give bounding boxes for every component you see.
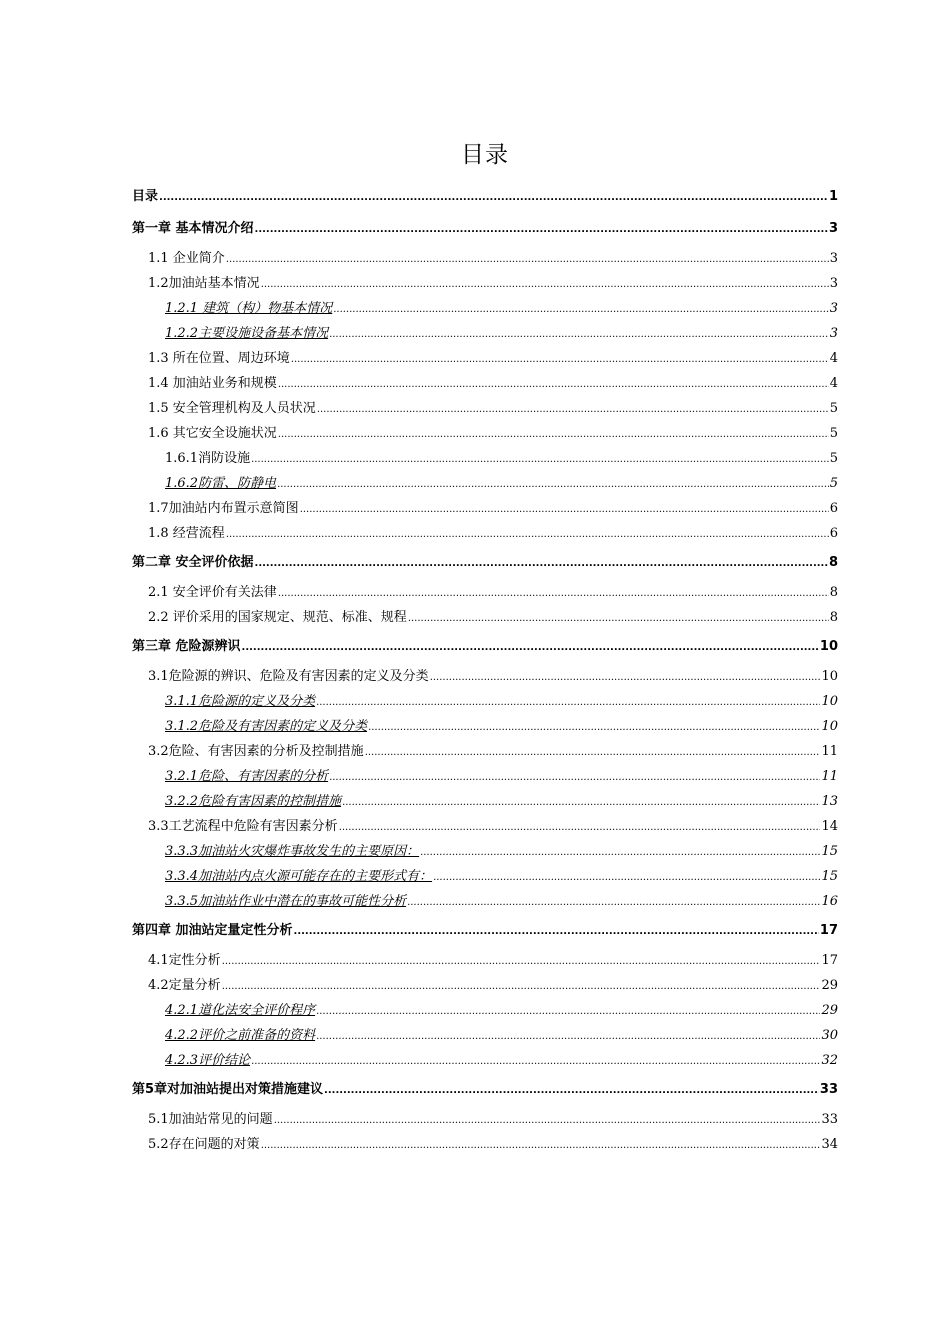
toc-leader-dots — [255, 547, 828, 581]
toc-page-number: 10 — [821, 694, 838, 709]
toc-entry[interactable] — [132, 889, 838, 914]
toc-entry-label: 1.2加油站基本情况 — [148, 276, 260, 291]
toc-page-number: 29 — [821, 978, 838, 993]
toc-entry[interactable] — [132, 396, 838, 421]
toc-leader-dots — [278, 581, 829, 606]
toc-page-number: 5 — [829, 426, 838, 441]
toc-page-number: 3 — [829, 301, 838, 316]
toc-entry-label: 目录 — [132, 189, 159, 204]
toc-entry[interactable] — [132, 689, 838, 714]
toc-entry-label: 2.2 评价采用的国家规定、规范、标准、规程 — [148, 610, 407, 625]
toc-leader-dots — [300, 497, 829, 522]
toc-chapter-entry[interactable] — [132, 546, 838, 580]
toc-leader-dots — [278, 422, 829, 447]
toc-page-number: 33 — [819, 1082, 838, 1097]
toc-leader-dots — [333, 297, 829, 322]
toc-entry-label: 4.2.3评价结论 — [165, 1053, 251, 1068]
toc-entry-label: 1.6.1消防设施 — [165, 451, 251, 466]
toc-leader-dots — [316, 999, 820, 1024]
toc-entry[interactable] — [132, 496, 838, 521]
toc-page-number: 29 — [821, 1003, 838, 1018]
toc-page-number: 16 — [821, 894, 838, 909]
page-title: 目录 — [461, 142, 509, 168]
toc-page-number: 3 — [829, 276, 838, 291]
toc-entry[interactable] — [132, 739, 838, 764]
toc-leader-dots — [291, 347, 829, 372]
toc-entry-label: 3.3.5加油站作业中潜在的事故可能性分析 — [165, 894, 407, 909]
toc-leader-dots — [316, 690, 820, 715]
toc-leader-dots — [222, 974, 821, 999]
toc-entry-label: 3.1.2危险及有害因素的定义及分类 — [165, 719, 368, 734]
toc-entry[interactable] — [132, 664, 838, 689]
toc-leader-dots — [420, 840, 820, 865]
toc-entry[interactable] — [132, 764, 838, 789]
toc-entry[interactable] — [132, 1107, 838, 1132]
toc-page-number: 17 — [819, 923, 838, 938]
toc-entry-label: 3.1.1危险源的定义及分类 — [165, 694, 316, 709]
toc-leader-dots — [342, 790, 820, 815]
toc-page-number: 6 — [829, 501, 838, 516]
toc-leader-dots — [407, 890, 820, 915]
table-of-contents — [132, 186, 838, 1157]
toc-page-number: 11 — [821, 744, 838, 759]
toc-entry-label: 2.1 安全评价有关法律 — [148, 585, 277, 600]
toc-leader-dots — [277, 472, 829, 497]
toc-page-number: 6 — [829, 526, 838, 541]
toc-entry[interactable] — [132, 296, 838, 321]
toc-entry-label: 3.3.4加油站内点火源可能存在的主要形式有： — [165, 869, 433, 884]
toc-leader-dots — [278, 372, 829, 397]
toc-leader-dots — [222, 949, 821, 974]
toc-leader-dots — [339, 815, 821, 840]
toc-entry[interactable] — [132, 446, 838, 471]
toc-entry-label: 第四章 加油站定量定性分析 — [132, 923, 293, 938]
toc-page-number: 8 — [828, 555, 838, 570]
toc-page-number: 1 — [828, 189, 838, 204]
toc-page-number: 15 — [821, 869, 838, 884]
toc-entry-label: 1.2.2主要设施设备基本情况 — [165, 326, 329, 341]
toc-entry-label: 1.1 企业简介 — [148, 251, 225, 266]
toc-page-number: 10 — [819, 639, 838, 654]
toc-entry-label: 3.1危险源的辨识、危险及有害因素的定义及分类 — [148, 669, 429, 684]
toc-entry[interactable] — [132, 421, 838, 446]
toc-entry-label: 1.8 经营流程 — [148, 526, 225, 541]
toc-entry[interactable] — [132, 246, 838, 271]
toc-leader-dots — [251, 447, 829, 472]
toc-leader-dots — [316, 1024, 820, 1049]
toc-entry-label: 3.2危险、有害因素的分析及控制措施 — [148, 744, 364, 759]
toc-entry-label: 3.2.2危险有害因素的控制措施 — [165, 794, 342, 809]
toc-page-number: 10 — [821, 719, 838, 734]
toc-entry-label: 4.2.1道化法安全评价程序 — [165, 1003, 316, 1018]
toc-entry-label: 1.3 所在位置、周边环境 — [148, 351, 290, 366]
toc-entry-label: 3.3工艺流程中危险有害因素分析 — [148, 819, 338, 834]
toc-leader-dots — [294, 915, 819, 949]
toc-leader-dots — [329, 322, 829, 347]
toc-page-number: 11 — [821, 769, 838, 784]
toc-leader-dots — [261, 1133, 821, 1158]
toc-leader-dots — [430, 665, 821, 690]
toc-page-number: 5 — [829, 401, 838, 416]
toc-page-number: 3 — [828, 221, 838, 236]
toc-page-number: 33 — [821, 1112, 838, 1127]
toc-entry[interactable] — [132, 814, 838, 839]
toc-entry[interactable] — [132, 1048, 838, 1073]
toc-leader-dots — [433, 865, 820, 890]
toc-leader-dots — [329, 765, 820, 790]
toc-entry-label: 1.7加油站内布置示意简图 — [148, 501, 299, 516]
toc-entry[interactable] — [132, 346, 838, 371]
toc-page-number: 8 — [829, 610, 838, 625]
toc-page-number: 10 — [821, 669, 838, 684]
toc-chapter-entry[interactable] — [132, 630, 838, 664]
toc-page-number: 30 — [821, 1028, 838, 1043]
toc-entry-label: 3.3.3加油站火灾爆炸事故发生的主要原因： — [165, 844, 420, 859]
toc-leader-dots — [226, 522, 829, 547]
toc-entry[interactable] — [132, 580, 838, 605]
toc-entry[interactable] — [132, 371, 838, 396]
toc-leader-dots — [324, 1074, 819, 1108]
toc-chapter-entry[interactable] — [132, 1073, 838, 1107]
toc-leader-dots — [226, 247, 829, 272]
toc-entry[interactable] — [132, 714, 838, 739]
toc-entry-label: 1.6 其它安全设施状况 — [148, 426, 277, 441]
toc-leader-dots — [251, 1049, 820, 1074]
toc-chapter-entry[interactable] — [132, 914, 838, 948]
toc-entry[interactable] — [132, 839, 838, 864]
toc-entry[interactable] — [132, 789, 838, 814]
toc-page-number: 5 — [829, 451, 838, 466]
toc-leader-dots — [368, 715, 820, 740]
toc-entry-label: 第一章 基本情况介绍 — [132, 221, 254, 236]
toc-entry-label: 3.2.1危险、有害因素的分析 — [165, 769, 329, 784]
toc-entry-label: 4.2定量分析 — [148, 978, 221, 993]
toc-entry[interactable] — [132, 605, 838, 630]
toc-entry-label: 4.2.2评价之前准备的资料 — [165, 1028, 316, 1043]
toc-entry[interactable] — [132, 321, 838, 346]
toc-page-number: 17 — [821, 953, 838, 968]
toc-page-number: 4 — [829, 351, 838, 366]
toc-entry[interactable] — [132, 864, 838, 889]
toc-leader-dots — [365, 740, 821, 765]
toc-page-number: 3 — [829, 251, 838, 266]
toc-page-number: 15 — [821, 844, 838, 859]
toc-entry-label: 1.4 加油站业务和规模 — [148, 376, 277, 391]
toc-leader-dots — [408, 606, 829, 631]
toc-page-number: 4 — [829, 376, 838, 391]
toc-entry-label: 第三章 危险源辨识 — [132, 639, 241, 654]
toc-page-number: 3 — [829, 326, 838, 341]
toc-entry-label: 第二章 安全评价依据 — [132, 555, 254, 570]
toc-leader-dots — [159, 187, 828, 209]
toc-entry-label: 1.6.2防雷、防静电 — [165, 476, 277, 491]
toc-page-number: 5 — [829, 476, 838, 491]
toc-entry-label: 1.5 安全管理机构及人员状况 — [148, 401, 316, 416]
toc-entry-label: 1.2.1 建筑（构）物基本情况 — [165, 301, 333, 316]
toc-page-number: 8 — [829, 585, 838, 600]
toc-leader-dots — [274, 1108, 821, 1133]
toc-entry-label: 第5章对加油站提出对策措施建议 — [132, 1082, 324, 1097]
toc-entry[interactable] — [132, 1132, 838, 1157]
toc-entry-label: 5.2存在问题的对策 — [148, 1137, 260, 1152]
toc-entry[interactable] — [132, 948, 838, 973]
toc-chapter-entry[interactable] — [132, 212, 838, 246]
toc-page-number: 13 — [821, 794, 838, 809]
toc-page-number: 32 — [821, 1053, 838, 1068]
toc-entry-label: 5.1加油站常见的问题 — [148, 1112, 273, 1127]
toc-entry[interactable] — [132, 998, 838, 1023]
toc-leader-dots — [261, 272, 829, 297]
toc-page-number: 34 — [821, 1137, 838, 1152]
toc-entry[interactable] — [132, 471, 838, 496]
toc-entry[interactable] — [132, 521, 838, 546]
toc-chapter-entry[interactable] — [132, 186, 838, 208]
toc-entry[interactable] — [132, 271, 838, 296]
toc-leader-dots — [255, 213, 828, 247]
toc-entry[interactable] — [132, 1023, 838, 1048]
toc-entry-label: 4.1定性分析 — [148, 953, 221, 968]
toc-leader-dots — [242, 631, 819, 665]
toc-page-number: 14 — [821, 819, 838, 834]
toc-leader-dots — [317, 397, 829, 422]
toc-entry[interactable] — [132, 973, 838, 998]
